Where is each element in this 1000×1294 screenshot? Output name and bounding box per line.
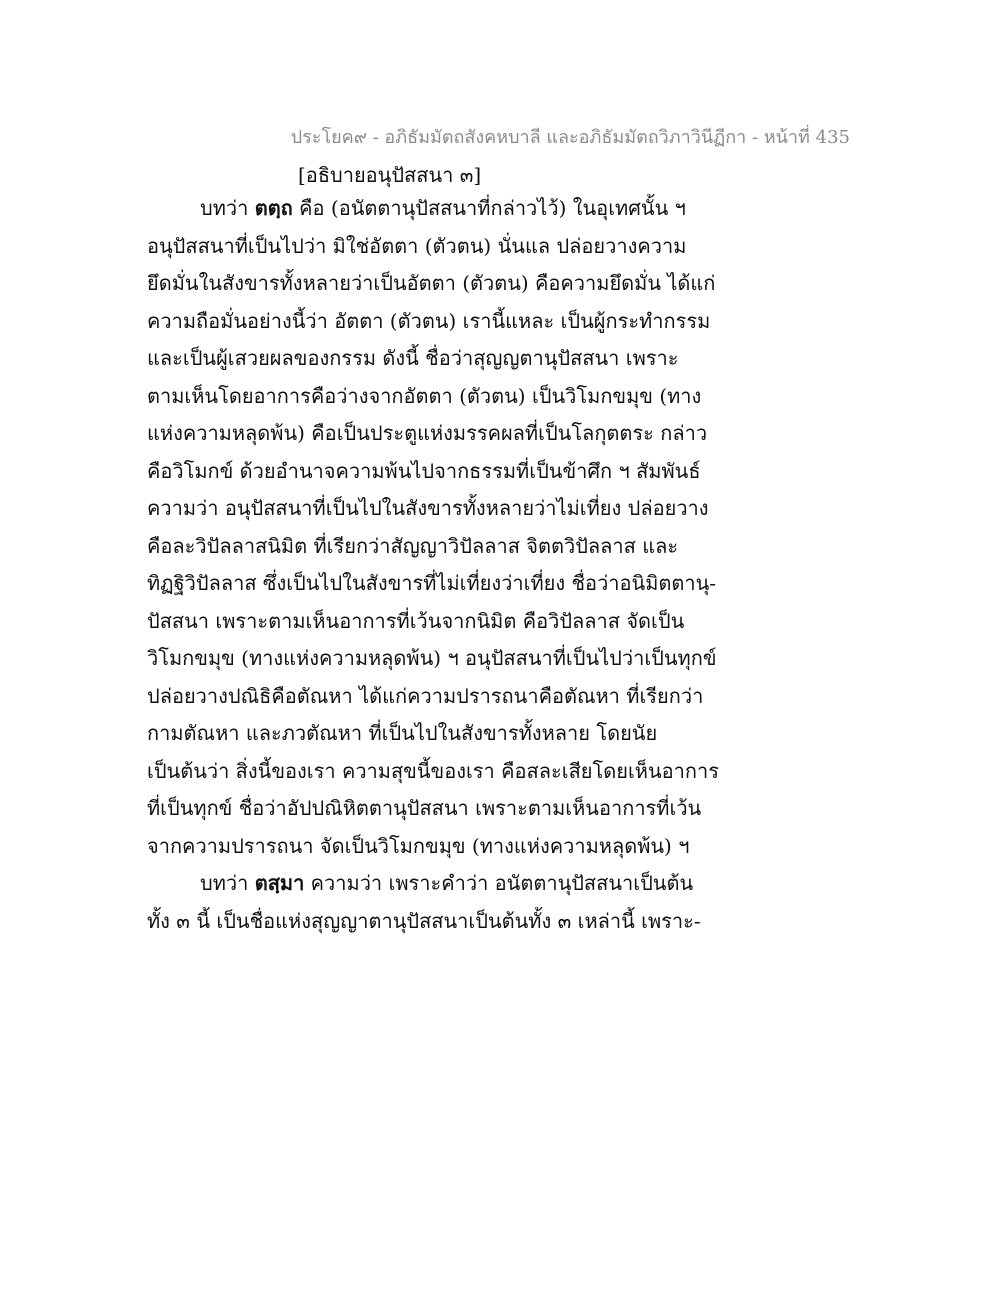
text-line: กามตัณหา และภวตัณหา ที่เป็นไปในสังขารทั้งหลาย โดยนัย — [147, 721, 658, 745]
text-line: คือวิโมกข์ ด้วยอำนาจความพ้นไปจากธรรมที่เป็นข้าศึก ฯ สัมพันธ์ — [147, 458, 701, 483]
paragraph-1-lead: บทว่า — [200, 196, 255, 220]
text-line: ยึดมั่นในสังขารทั้งหลายว่าเป็นอัตตา (ตัวตน) คือความยึดมั่น ได้แก่ — [147, 271, 716, 295]
paragraph-2-term: ตสฺมา — [254, 871, 305, 895]
text-line: ทั้ง ๓ นี้ เป็นชื่อแห่งสุญญาตานุปัสสนาเป็นต้นทั้ง ๓ เหล่านี้ เพราะ- — [147, 908, 701, 933]
text-line: ความถือมั่นอย่างนี้ว่า อัตตา (ตัวตน) เรานี้แหละ เป็นผู้กระทำกรรม — [147, 308, 711, 333]
text-line: อนุปัสสนาที่เป็นไปว่า มิใช่อัตตา (ตัวตน) นั่นแล ปล่อยวางความ — [147, 233, 687, 258]
paragraph-1-first-line — [147, 190, 847, 228]
text-line: แห่งความหลุดพ้น) คือเป็นประตูแห่งมรรคผลที่เป็นโลกุตตระ กล่าว — [147, 421, 708, 445]
paragraph-1-term: ตตฺถ — [254, 196, 293, 220]
text-line: คือละวิปัลลาสนิมิต ที่เรียกว่าสัญญาวิปัลลาส จิตตวิปัลลาส และ — [147, 533, 679, 558]
text-line: ปล่อยวางปณิธิคือตัณหา ได้แก่ความปรารถนาคือตัณหา ที่เรียกว่า — [147, 683, 704, 708]
running-header: ประโยค๙ - อภิธัมมัตถสังคหบาลี และอภิธัมมัตถวิภาวินีฏีกา - หน้าที่ 435 — [290, 127, 850, 148]
paragraph-1-line-1-rest: คือ (อนัตตานุปัสสนาที่กล่าวไว้) ในอุเทศนั้น ฯ — [292, 196, 686, 220]
text-line: ปัสสนา เพราะตามเห็นอาการที่เว้นจากนิมิต คือวิปัลลาส จัดเป็น — [147, 608, 685, 633]
paragraph-2-line-1-rest: ความว่า เพราะคำว่า อนัตตานุปัสสนาเป็นต้น — [304, 871, 694, 895]
text-line: เป็นต้นว่า สิ่งนี้ของเรา ความสุขนี้ของเรา คือสละเสียโดยเห็นอาการ — [147, 758, 719, 783]
body-text — [147, 190, 847, 940]
paragraph-2-first-line — [147, 865, 847, 903]
text-line: ทิฏฐิวิปัลลาส ซึ่งเป็นไปในสังขารที่ไม่เที่ยงว่าเที่ยง ชื่อว่าอนิมิตตานุ- — [147, 571, 717, 595]
paragraph-2-lead: บทว่า — [200, 871, 255, 895]
section-heading: [อธิบายอนุปัสสนา ๓] — [298, 163, 482, 187]
text-line: ความว่า อนุปัสสนาที่เป็นไปในสังขารทั้งหลายว่าไม่เที่ยง ปล่อยวาง — [147, 496, 709, 520]
text-line: ที่เป็นทุกข์ ชื่อว่าอัปปณิหิตตานุปัสสนา เพราะตามเห็นอาการที่เว้น — [147, 796, 702, 820]
text-line: วิโมกขมุข (ทางแห่งความหลุดพ้น) ฯ อนุปัสสนาที่เป็นไปว่าเป็นทุกข์ — [147, 646, 717, 670]
text-line: และเป็นผู้เสวยผลของกรรม ดังนี้ ชื่อว่าสุญญตานุปัสสนา เพราะ — [147, 346, 679, 370]
text-line: จากความปรารถนา จัดเป็นวิโมกขมุข (ทางแห่งความหลุดพ้น) ฯ — [147, 833, 690, 858]
text-line: ตามเห็นโดยอาการคือว่างจากอัตตา (ตัวตน) เป็นวิโมกขมุข (ทาง — [147, 383, 702, 408]
